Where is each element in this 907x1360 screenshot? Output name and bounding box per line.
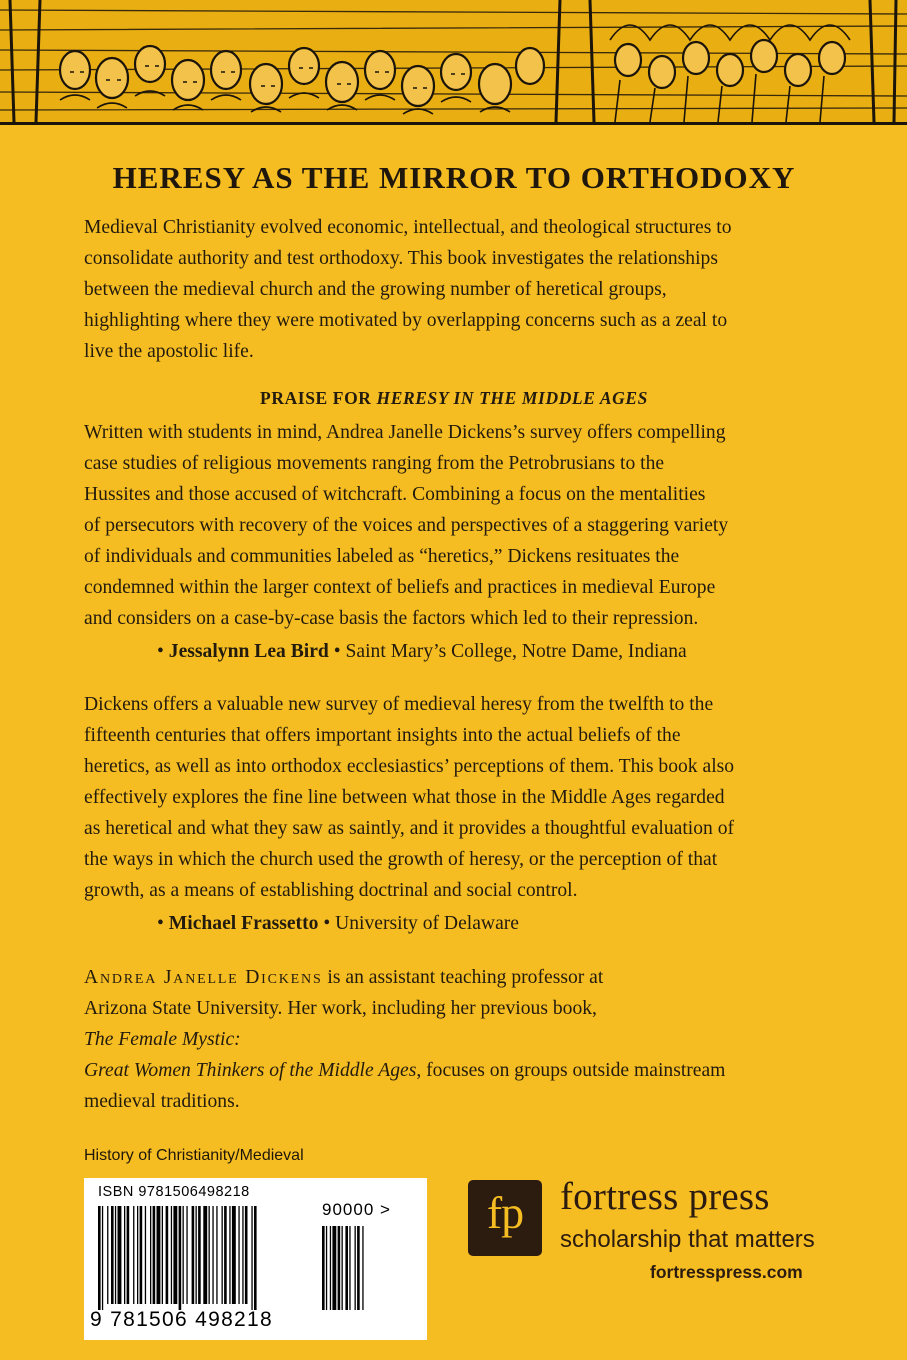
barcode-bar xyxy=(127,1206,130,1304)
endorser-name: Jessalynn Lea Bird xyxy=(168,641,329,662)
barcode-bar xyxy=(115,1206,116,1304)
quote-line: effectively explores the fine line between what those in the Middle Ages regarded xyxy=(84,787,725,808)
quote-line: fifteenth centuries that offers important insights into the actual beliefs of the xyxy=(84,725,681,746)
endorser-affiliation: University of Delaware xyxy=(335,913,519,934)
barcode-bar xyxy=(330,1226,331,1310)
barcode-bar xyxy=(145,1206,146,1304)
intro-line: highlighting where they were motivated by overlapping concerns such as a zeal to xyxy=(84,310,728,331)
barcode-bar xyxy=(192,1206,195,1304)
praise-prefix: PRAISE FOR xyxy=(260,388,377,408)
barcode-bar xyxy=(118,1206,122,1304)
barcode-bar xyxy=(349,1226,350,1310)
publisher-name: fortress press xyxy=(560,1175,770,1218)
intro-line: live the apostolic life. xyxy=(84,341,254,362)
barcode-bar xyxy=(107,1206,108,1304)
barcode-bar xyxy=(173,1206,177,1304)
quote-line: the ways in which the church used the growth of heresy, or the perception of that xyxy=(84,849,718,870)
barcode-bar xyxy=(186,1206,187,1304)
barcode-bar xyxy=(326,1226,327,1310)
quote-line: case studies of religious movements ranging from the Petrobrusians to the xyxy=(84,453,665,474)
quote-line: Written with students in mind, Andrea Janelle Dickens’s survey offers compelling xyxy=(84,422,726,443)
woodcut-illustration xyxy=(0,0,907,125)
intro-line: between the medieval church and the growing number of heretical groups, xyxy=(84,279,667,300)
isbn-barcode xyxy=(84,1178,427,1340)
barcode-bar xyxy=(171,1206,172,1304)
bio-text: , focuses on groups outside mainstream xyxy=(416,1060,726,1081)
endorsement-quote-2 xyxy=(84,689,824,906)
praise-book-title: HERESY IN THE MIDDLE AGES xyxy=(376,388,648,408)
quote-line: as heretical and what they saw as saintly, and it provides a thoughtful evaluation of xyxy=(84,818,735,839)
quote-line: condemned within the larger context of beliefs and practices in medieval Europe xyxy=(84,577,716,598)
barcode-bar xyxy=(133,1206,134,1304)
isbn-digits: 9 781506 498218 xyxy=(90,1308,273,1331)
subject-category: History of Christianity/Medieval xyxy=(84,1147,304,1164)
praise-heading xyxy=(84,388,824,409)
barcode-bar xyxy=(251,1206,252,1310)
barcode-bar xyxy=(102,1206,103,1310)
endorser-affiliation: Saint Mary’s College, Notre Dame, Indiana xyxy=(345,641,687,662)
author-name: Andrea Janelle Dickens xyxy=(84,967,323,988)
intro-line: Medieval Christianity evolved economic, intellectual, and theological structures to xyxy=(84,217,732,238)
barcode-bar xyxy=(166,1206,169,1304)
barcode-bar xyxy=(153,1206,156,1304)
publisher-logo-letters: fp xyxy=(486,1187,524,1238)
barcode-bar xyxy=(111,1206,114,1304)
barcode-bar xyxy=(322,1226,325,1310)
bullet: • xyxy=(323,913,331,934)
intro-line: consolidate authority and test orthodoxy. This book investigates the relationships xyxy=(84,248,718,269)
publisher-tagline: scholarship that matters xyxy=(560,1226,815,1253)
bullet: • xyxy=(157,641,164,662)
barcode-bar xyxy=(342,1226,343,1310)
woodcut-engraving xyxy=(0,0,907,122)
endorsement-attribution-1 xyxy=(84,636,824,667)
author-bio xyxy=(84,962,824,1117)
barcode-bar xyxy=(216,1206,217,1304)
barcode-bar xyxy=(162,1206,163,1304)
barcode-bar xyxy=(212,1206,213,1304)
previous-book-title: The Female Mystic: xyxy=(84,1029,241,1050)
barcode-bar xyxy=(232,1206,236,1304)
quote-line: of persecutors with recovery of the voices and perspectives of a staggering variety xyxy=(84,515,729,536)
barcode-bar xyxy=(254,1206,257,1310)
quote-line: Hussites and those accused of witchcraft. Combining a focus on the mentalities xyxy=(84,484,706,505)
bio-line xyxy=(84,962,824,993)
barcode-bar xyxy=(98,1206,101,1310)
endorsement-attribution-2 xyxy=(84,908,824,939)
endorsement-quote-1 xyxy=(84,417,824,634)
bio-line xyxy=(84,1055,824,1086)
barcode-bar xyxy=(332,1226,336,1310)
bio-line xyxy=(84,1024,824,1055)
intro-paragraph xyxy=(84,212,824,367)
endorser-name: Michael Frassetto xyxy=(168,913,319,934)
barcode-bar xyxy=(355,1226,356,1310)
quote-line: of individuals and communities labeled as “heretics,” Dickens resituates the xyxy=(84,546,680,567)
barcode-bar xyxy=(124,1206,125,1304)
bullet: • xyxy=(333,641,341,662)
barcode-bar xyxy=(150,1206,151,1304)
isbn-label: ISBN 9781506498218 xyxy=(98,1184,250,1200)
barcode-bar xyxy=(137,1206,138,1304)
bio-text: is an assistant teaching professor at xyxy=(322,967,604,988)
barcode-bar xyxy=(362,1226,363,1310)
barcode-bar xyxy=(357,1226,360,1310)
barcode-bar xyxy=(242,1206,243,1304)
barcode-bar xyxy=(183,1206,184,1304)
barcode-bar xyxy=(222,1206,223,1304)
barcode-bar xyxy=(196,1206,197,1304)
barcode-bar xyxy=(338,1226,341,1310)
barcode-bar xyxy=(179,1206,182,1310)
barcode-bar xyxy=(229,1206,230,1304)
barcode-bar xyxy=(345,1226,348,1310)
barcode-bar xyxy=(157,1206,161,1304)
bullet: • xyxy=(157,913,164,934)
price-code: 90000 > xyxy=(322,1200,391,1219)
quote-line: heretics, as well as into orthodox ecclesiastics’ perceptions of them. This book also xyxy=(84,756,735,777)
previous-book-subtitle: Great Women Thinkers of the Middle Ages xyxy=(84,1060,417,1081)
barcode-bar xyxy=(224,1206,227,1304)
publisher-url: fortresspress.com xyxy=(650,1262,803,1282)
quote-line: Dickens offers a valuable new survey of medieval heresy from the twelfth to the xyxy=(84,694,714,715)
barcode-bar xyxy=(140,1206,143,1304)
publisher-logo xyxy=(468,1180,542,1256)
quote-line: and considers on a case-by-case basis the factors which led to their repression. xyxy=(84,608,699,629)
bio-line: medieval traditions. xyxy=(84,1091,240,1112)
headline: HERESY AS THE MIRROR TO ORTHODOXY xyxy=(112,160,796,195)
barcode-bar xyxy=(209,1206,210,1304)
bio-line: Arizona State University. Her work, including her previous book, xyxy=(84,998,597,1019)
barcode-bar xyxy=(203,1206,207,1304)
back-cover-text xyxy=(84,160,824,1117)
barcode-bar xyxy=(238,1206,239,1304)
barcode-bar xyxy=(198,1206,201,1304)
barcode-bar xyxy=(245,1206,248,1304)
quote-line: growth, as a means of establishing doctrinal and social control. xyxy=(84,880,578,901)
